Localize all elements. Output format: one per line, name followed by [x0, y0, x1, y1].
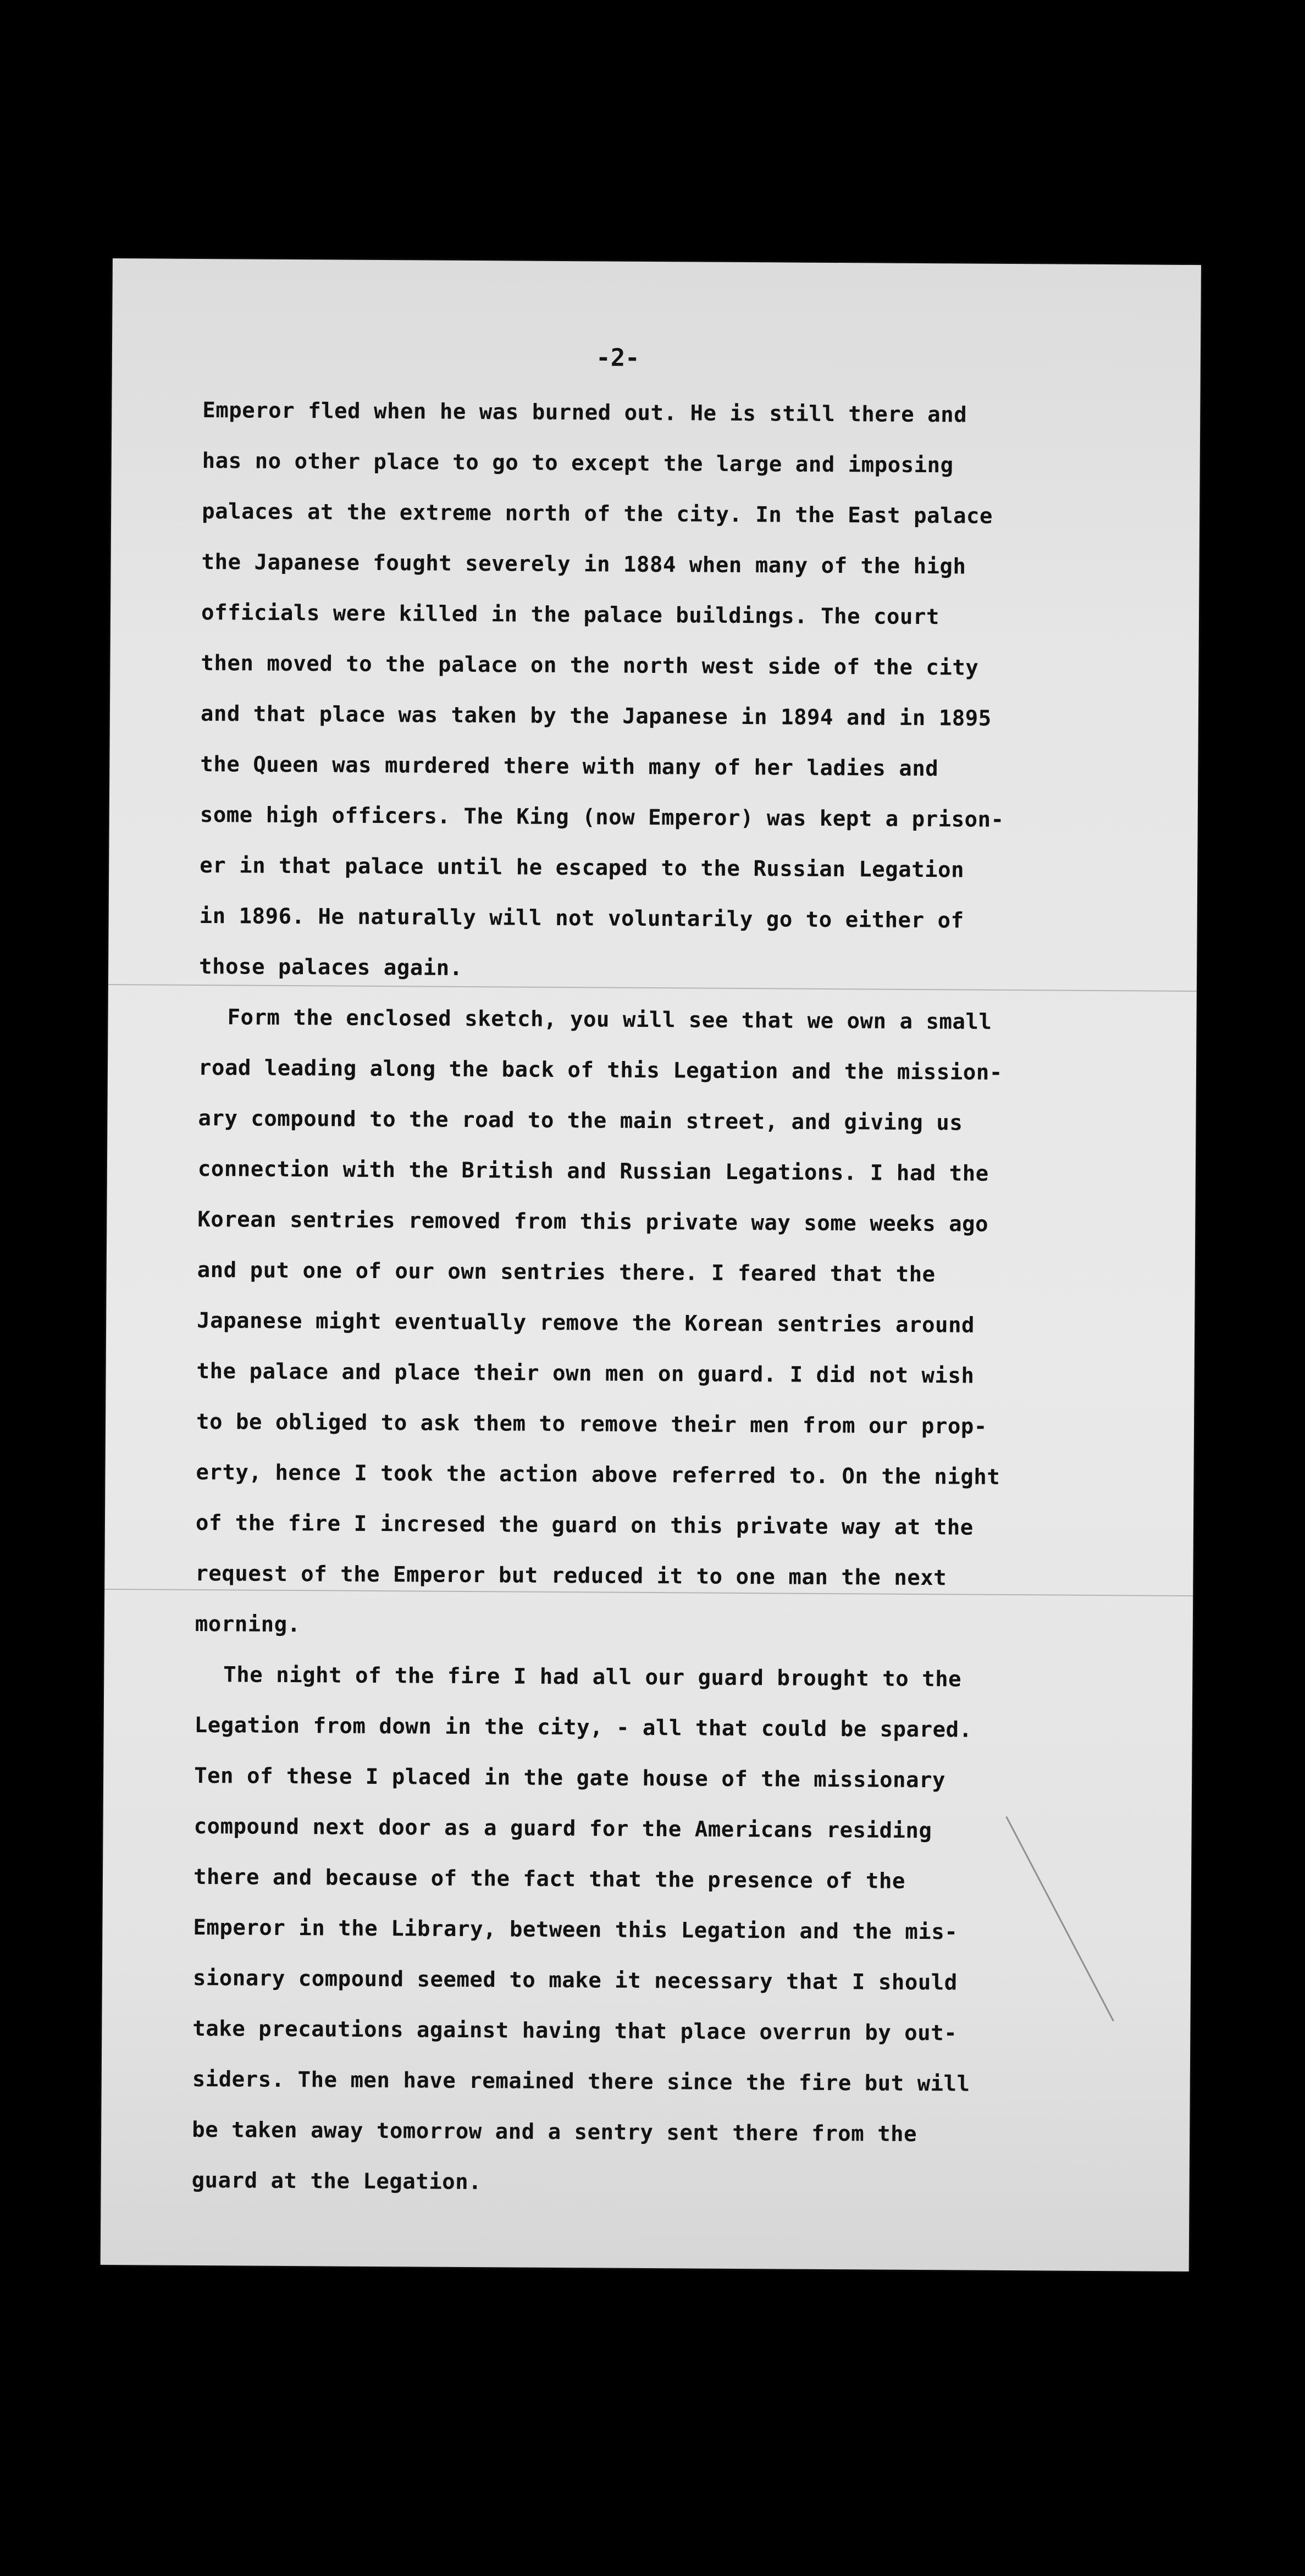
- text-line: Japanese might eventually remove the Korean sentries around: [197, 1308, 975, 1338]
- text-line: compound next door as a guard for the Americans residing: [193, 1814, 932, 1844]
- page-number: -2-: [596, 344, 640, 372]
- text-line: Emperor fled when he was burned out. He is still there and: [202, 398, 967, 428]
- text-line: road leading along the back of this Legation and the mission-: [198, 1055, 1003, 1085]
- text-line: in 1896. He naturally will not voluntarily go to either of: [199, 903, 964, 933]
- text-line: morning.: [195, 1611, 301, 1638]
- text-line: of the fire I incresed the guard on this private way at the: [195, 1510, 974, 1540]
- text-line: and put one of our own sentries there. I feared that the: [197, 1257, 936, 1287]
- text-line: sionary compound seemed to make it necessary that I should: [192, 1965, 958, 1995]
- text-line: Form the enclosed sketch, you will see that we own a small: [227, 1005, 992, 1035]
- text-line: Ten of these I placed in the gate house of the missionary: [194, 1763, 946, 1793]
- text-line: siders. The men have remained there since the fire but will: [192, 2066, 970, 2097]
- text-line: the Queen was murdered there with many of her ladies and: [200, 751, 939, 782]
- text-line: er in that palace until he escaped to the Russian Legation: [200, 853, 965, 883]
- text-line: to be obliged to ask them to remove their men from our prop-: [196, 1409, 987, 1439]
- text-line: the palace and place their own men on guard. I did not wish: [196, 1358, 975, 1389]
- letter-body: [191, 385, 1137, 2212]
- text-line: be taken away tomorrow and a sentry sent there from the: [192, 2117, 917, 2147]
- text-line: those palaces again.: [198, 954, 463, 981]
- text-line: ary compound to the road to the main street, and giving us: [198, 1105, 963, 1136]
- text-line: take precautions against having that place overrun by out-: [192, 2016, 958, 2046]
- text-line: Emperor in the Library, between this Legation and the mis-: [193, 1915, 958, 1945]
- text-line: some high officers. The King (now Emperor) was kept a prison-: [200, 802, 1004, 832]
- text-line: and that place was taken by the Japanese in 1894 and in 1895: [200, 701, 992, 731]
- text-line: Legation from down in the city, - all that could be spared.: [194, 1712, 972, 1743]
- text-line: The night of the fire I had all our guard brought to the: [223, 1662, 962, 1692]
- text-line: request of the Emperor but reduced it to one man the next: [195, 1561, 947, 1591]
- text-line: the Japanese fought severely in 1884 when many of the high: [201, 549, 966, 579]
- text-line: Korean sentries removed from this private way some weeks ago: [197, 1207, 989, 1237]
- text-line: there and because of the fact that the presence of the: [193, 1864, 906, 1894]
- text-line: officials were killed in the palace buildings. The court: [201, 600, 940, 630]
- document-page: [101, 258, 1201, 2271]
- text-line: has no other place to go to except the large and imposing: [202, 449, 954, 478]
- text-line: then moved to the palace on the north west side of the city: [201, 650, 979, 681]
- text-line: palaces at the extreme north of the city. In the East palace: [202, 499, 993, 529]
- text-line: guard at the Legation.: [191, 2168, 482, 2195]
- text-line: erty, hence I took the action above referred to. On the night: [196, 1460, 1000, 1490]
- text-line: connection with the British and Russian Legations. I had the: [197, 1156, 989, 1186]
